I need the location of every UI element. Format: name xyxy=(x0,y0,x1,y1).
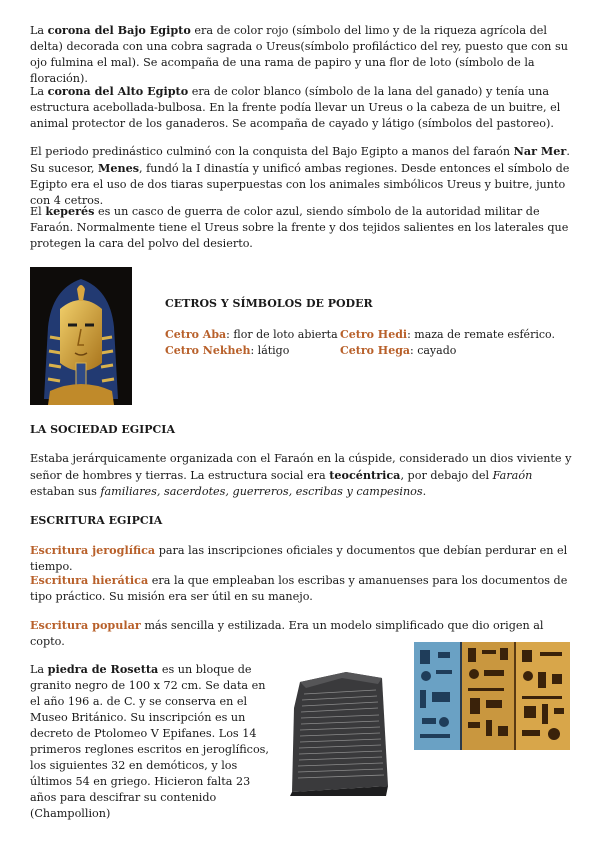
golden-mask-image xyxy=(30,267,132,405)
paragraph-corona-bajo-egipto: La corona del Bajo Egipto era de color rojo (símbolo del limo y de la riqueza agrícola del delta) decorada con una cobra sagrada o Ureus(símbolo profiláctico del rey, puesto que con su ojo fulmina el mal). Se acompaña de una rama de papiro y una flor de loto (símbolo de la floración). xyxy=(30,23,568,85)
paragraph-corona-alto-egipto: La corona del Alto Egipto era de color blanco (símbolo de la lana del ganado) y tenía una estructura acebollada-bulbosa. En la frente podía llevar un Ureus o la cabeza de un buitre, el animal protector de los ganaderos. Se acompaña de cayado y látigo (símbolos del pastoreo). xyxy=(30,84,561,130)
cetros-title: CETROS Y SÍMBOLOS DE PODER xyxy=(165,297,373,310)
cetro-hega: Cetro Hega: cayado xyxy=(340,344,457,357)
paragraph-escritura-hieratica: Escritura hierática era la que empleaban los escribas y amanuenses para los documentos de tipo práctico. Su misión era ser útil en su manejo. xyxy=(30,573,568,603)
cetro-hedi: Cetro Hedi: maza de remate esférico. xyxy=(340,328,555,341)
cetro-nekheh: Cetro Nekheh: látigo xyxy=(165,344,290,357)
paragraph-escritura-jeroglifica: Escritura jeroglífica para las inscripciones oficiales y documentos que debían perdurar en el tiempo. xyxy=(30,543,568,573)
heading-escritura-egipcia: ESCRITURA EGIPCIA xyxy=(30,514,163,527)
hieroglyphs-image xyxy=(414,642,570,750)
paragraph-piedra-rosetta: La piedra de Rosetta es un bloque de granito negro de 100 x 72 cm. Se data en el año 196 a. de C. y se conserva en el Museo Británico. Su inscripción es un decreto de Ptolomeo V Epifanes. Los 14 primeros reglones escritos en jeroglíficos, los siguientes 32 en demóticos, y los últimos 54 en griego. Hicieron falta 23 años para descifrar su contenido (Champollion) xyxy=(30,662,269,820)
paragraph-sociedad: Estaba jerárquicamente organizada con el Faraón en la cúspide, considerado un dios viviente y señor de hombres y tierras. La estructura social era teocéntrica, por debajo del Faraón estaban sus familiares, sacerdotes, guerreros, escribas y campesinos. xyxy=(30,452,572,498)
paragraph-kepere: El keperés es un casco de guerra de color azul, siendo símbolo de la autoridad militar de Faraón. Normalmente tiene el Ureus sobre la frente y dos tejidos salientes en los laterales que protegen la cara del polvo del desierto. xyxy=(30,204,569,250)
heading-sociedad-egipcia: LA SOCIEDAD EGIPCIA xyxy=(30,423,175,436)
cetro-aba: Cetro Aba: flor de loto abierta xyxy=(165,328,338,341)
paragraph-periodo-predinastico: El periodo predinástico culminó con la conquista del Bajo Egipto a manos del faraón Nar Mer. Su sucesor, Menes, fundó la I dinastía y unificó ambas regiones. Desde entonces el símbolo de Egipto era el uso de dos tiaras superpuestas con los animales simbólicos Ureus y buitre, junto con 4 cetros. xyxy=(30,144,570,207)
rosetta-stone-image xyxy=(286,668,396,796)
paragraph-escritura-popular: Escritura popular más sencilla y estilizada. Era un modelo simplificado que dio origen al copto. xyxy=(30,618,544,648)
